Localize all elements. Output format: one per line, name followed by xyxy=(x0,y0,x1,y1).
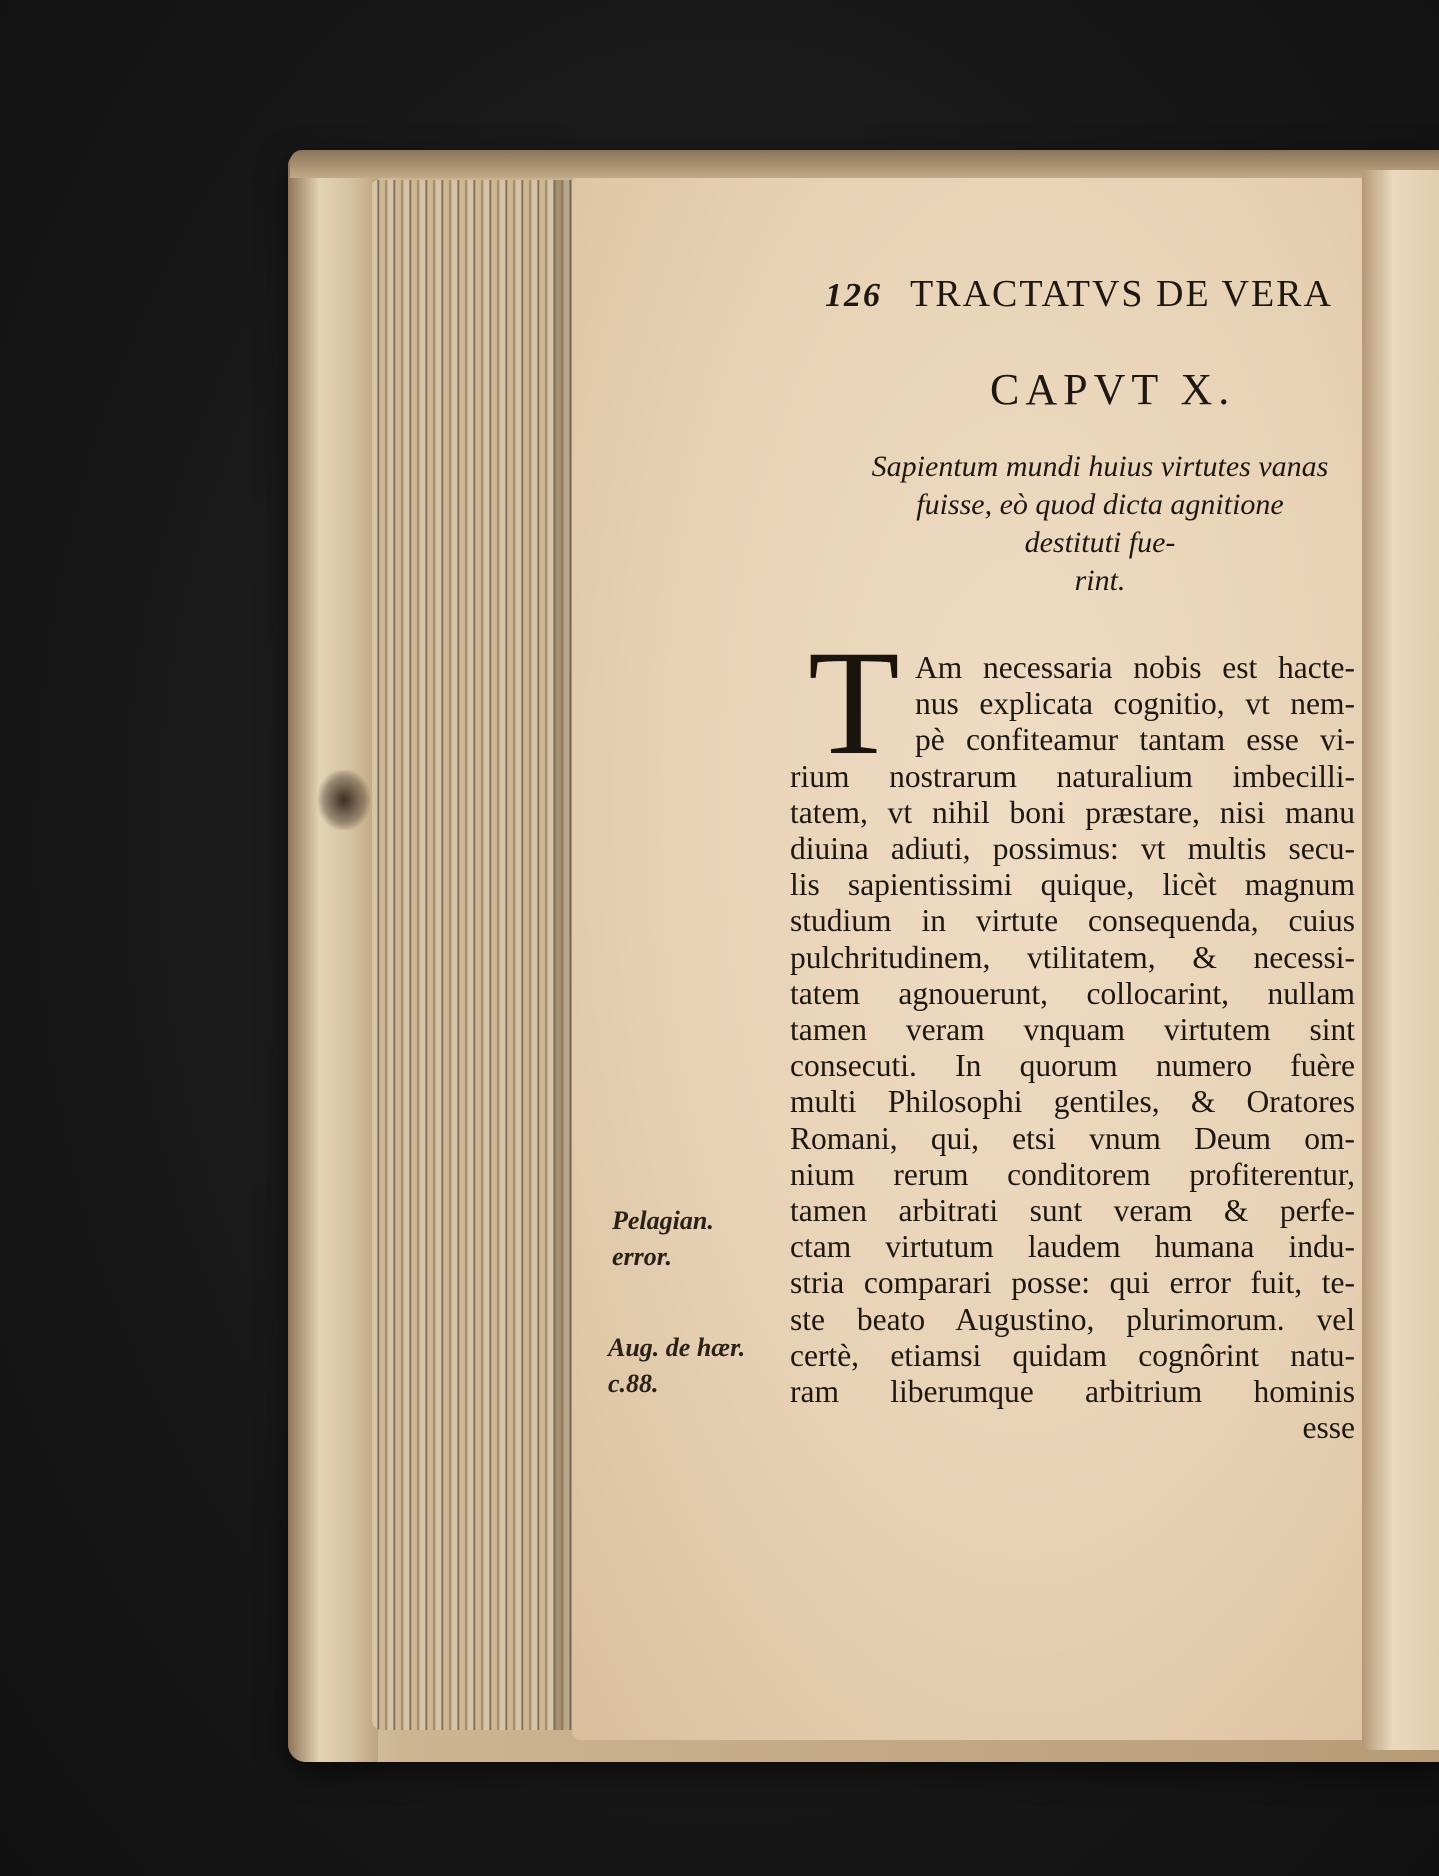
running-head-title: TRACTATVS DE VERA xyxy=(910,273,1333,315)
body-line: tatem agnouerunt, collocarint, nullam xyxy=(790,975,1355,1011)
margin-note-line: c.88. xyxy=(608,1369,659,1398)
body-line: studium in virtute consequenda, cuius xyxy=(790,903,1355,939)
drop-cap: T xyxy=(808,620,900,786)
running-header xyxy=(825,272,1333,316)
margin-note-augustine xyxy=(608,1330,745,1402)
book-spine-edge xyxy=(288,152,378,1762)
body-text xyxy=(790,650,1355,1446)
body-line: pulchritudinem, vtilitatem, & necessi- xyxy=(790,939,1355,975)
facing-page-gutter xyxy=(1362,170,1439,1750)
margin-note-line: Aug. de hær. xyxy=(608,1333,746,1362)
book-top-edge xyxy=(290,150,1439,178)
body-line: pè confiteamur tantam esse vi- xyxy=(915,722,1355,758)
body-line: diuina adiuti, possimus: vt multis secu- xyxy=(790,831,1355,867)
body-line: certè, etiamsi quidam cognôrint natu- xyxy=(790,1337,1355,1373)
body-line: tatem, vt nihil boni præstare, nisi manu xyxy=(790,794,1355,830)
chapter-summary xyxy=(830,448,1370,600)
summary-line: destituti fue- xyxy=(1024,526,1176,559)
body-line: multi Philosophi gentiles, & Oratores xyxy=(790,1084,1355,1120)
body-line: nium rerum conditorem profiterentur, xyxy=(790,1156,1355,1192)
body-line: nus explicata cognitio, vt nem- xyxy=(915,686,1355,722)
body-line: lis sapientissimi quique, licèt magnum xyxy=(790,867,1355,903)
body-line: Romani, qui, etsi vnum Deum om- xyxy=(790,1120,1355,1156)
body-line: tamen veram vnquam virtutem sint xyxy=(790,1012,1355,1048)
body-line: ram liberumque arbitrium hominis xyxy=(790,1374,1355,1410)
summary-line: rint. xyxy=(1074,564,1126,597)
body-line: rium nostrarum naturalium imbecilli- xyxy=(790,758,1355,794)
cover-stain xyxy=(318,770,370,830)
margin-note-line: error. xyxy=(612,1242,672,1271)
body-line: consecuti. In quorum numero fuère xyxy=(790,1048,1355,1084)
margin-note-pelagian xyxy=(612,1203,714,1275)
page-stack xyxy=(372,180,582,1730)
summary-line: Sapientum mundi huius virtutes vanas xyxy=(871,450,1329,483)
body-line: ctam virtutum laudem humana indu- xyxy=(790,1229,1355,1265)
summary-line: fuisse, eò quod dicta agnitione xyxy=(916,488,1284,521)
body-line: Am necessaria nobis est hacte- xyxy=(915,650,1355,685)
catchword: esse xyxy=(1302,1410,1355,1446)
body-line: stria comparari posse: qui error fuit, te- xyxy=(790,1265,1355,1301)
body-line: tamen arbitrati sunt veram & perfe- xyxy=(790,1193,1355,1229)
body-line: ste beato Augustino, plurimorum. vel xyxy=(790,1301,1355,1337)
chapter-title: CAPVT X. xyxy=(990,365,1236,414)
page-number: 126 xyxy=(825,277,882,314)
margin-note-line: Pelagian. xyxy=(612,1206,714,1235)
